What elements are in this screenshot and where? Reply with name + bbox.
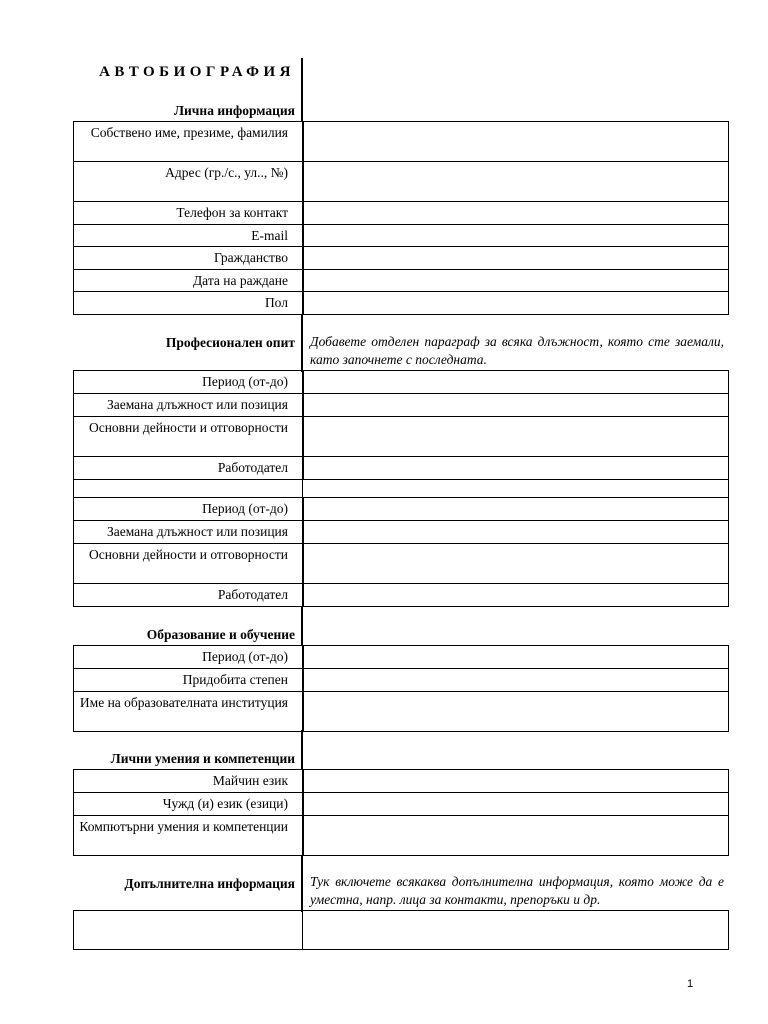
field-value-position[interactable] — [302, 521, 728, 543]
field-label-address: Адрес (гр./с., ул.., №) — [165, 165, 288, 180]
field-label-birthdate: Дата на раждане — [192, 273, 288, 288]
section-heading-additional: Допълнителна информация — [124, 876, 295, 891]
field-label-computer-skills: Компютърни умения и компетенции — [79, 819, 288, 834]
additional-note: Тук включете всякаква допълнителна информация, която може да е уместна, напр. лица за контакти, препоръки и др. — [310, 874, 724, 907]
field-label-duties: Основни дейности и отговорности — [88, 420, 288, 435]
field-label-duties: Основни дейности и отговорности — [88, 547, 288, 562]
field-label-employer: Работодател — [217, 587, 288, 602]
table-row — [73, 291, 729, 315]
table-row — [73, 668, 729, 692]
field-value-gender[interactable] — [302, 292, 728, 314]
field-value-foreign-languages[interactable] — [302, 793, 728, 815]
field-value-mother-tongue[interactable] — [302, 770, 728, 792]
field-label-employer: Работодател — [217, 460, 288, 475]
field-label-name: Собствено име, презиме, фамилия — [90, 125, 288, 140]
field-label-period: Период (от-до) — [202, 374, 288, 389]
field-label-position: Заемана длъжност или позиция — [106, 524, 288, 539]
field-value-employer[interactable] — [302, 457, 728, 479]
column-divider — [301, 58, 303, 122]
document-title: АВТОБИОГРАФИЯ — [99, 64, 295, 80]
field-value-address[interactable] — [302, 162, 728, 201]
column-divider — [301, 856, 303, 912]
field-value-period[interactable] — [302, 646, 728, 668]
table-row — [73, 815, 729, 856]
field-value-phone[interactable] — [302, 202, 728, 224]
field-label-phone: Телефон за контакт — [176, 205, 288, 220]
field-label-foreign-languages: Чужд (и) език (езици) — [162, 796, 288, 811]
column-divider — [301, 730, 303, 770]
field-label-institution: Име на образователната институция — [79, 695, 288, 710]
field-value-institution[interactable] — [302, 692, 728, 731]
field-value-position[interactable] — [302, 394, 728, 416]
section-heading-skills: Лични умения и компетенции — [110, 751, 295, 766]
table-row — [73, 691, 729, 732]
table-row-spacer — [73, 479, 729, 498]
table-row — [73, 121, 729, 162]
table-row — [73, 520, 729, 544]
table-row — [73, 393, 729, 417]
field-value-degree[interactable] — [302, 669, 728, 691]
field-value-citizenship[interactable] — [302, 247, 728, 269]
column-divider — [301, 606, 303, 646]
field-value-period[interactable] — [302, 498, 728, 520]
section-heading-education: Образование и обучение — [146, 627, 295, 642]
table-row — [73, 497, 729, 521]
field-value-birthdate[interactable] — [302, 270, 728, 291]
field-label-gender: Пол — [264, 295, 288, 310]
table-row — [73, 543, 729, 584]
table-row — [73, 769, 729, 793]
table-row — [73, 416, 729, 457]
table-row — [73, 645, 729, 669]
table-row — [73, 370, 729, 394]
field-value-duties[interactable] — [302, 544, 728, 583]
field-label-citizenship: Гражданство — [213, 250, 288, 265]
field-value-additional[interactable] — [302, 911, 728, 949]
page-number: 1 — [686, 978, 694, 990]
table-row — [73, 583, 729, 607]
table-row — [73, 224, 729, 247]
table-row — [73, 456, 729, 480]
table-row — [73, 792, 729, 816]
field-label-degree: Придобита степен — [182, 672, 288, 687]
spacer-cell — [302, 480, 728, 497]
field-value-name[interactable] — [302, 122, 728, 161]
field-value-computer-skills[interactable] — [302, 816, 728, 855]
field-value-period[interactable] — [302, 371, 728, 393]
section-heading-personal: Лична информация — [173, 103, 295, 118]
field-label-mother-tongue: Майчин език — [212, 773, 288, 788]
field-label-email: E-mail — [251, 228, 288, 243]
section-heading-experience: Професионален опит — [165, 335, 295, 350]
column-divider — [301, 314, 303, 372]
field-label-position: Заемана длъжност или позиция — [106, 397, 288, 412]
field-value-duties[interactable] — [302, 417, 728, 456]
table-row — [73, 246, 729, 270]
experience-note: Добавете отделен параграф за всяка длъжност, която сте заемали, като започнете с последната. — [310, 334, 724, 367]
table-row — [73, 910, 729, 950]
field-value-email[interactable] — [302, 225, 728, 246]
table-row — [73, 161, 729, 202]
field-label-period: Период (от-до) — [202, 501, 288, 516]
table-row — [73, 269, 729, 292]
table-row — [73, 201, 729, 225]
field-value-employer[interactable] — [302, 584, 728, 606]
field-label-period: Период (от-до) — [202, 649, 288, 664]
